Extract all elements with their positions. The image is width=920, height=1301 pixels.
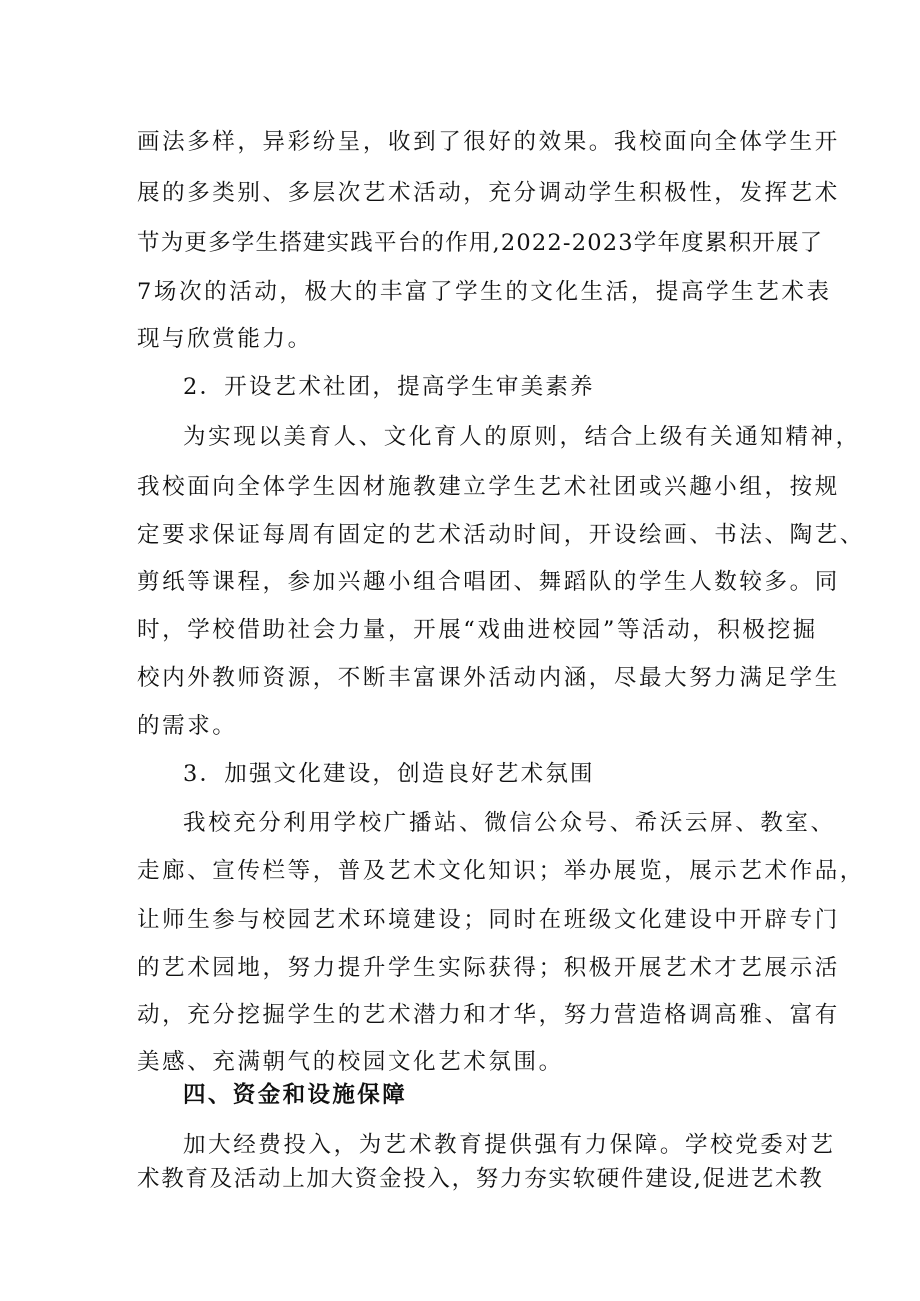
subheading-culture-building: 3．加强文化建设，创造良好艺术氛围 — [183, 761, 595, 787]
paragraph-line: 7场次的活动，极大的丰富了学生的文化生活，提高学生艺术表 — [137, 279, 832, 305]
paragraph-line: 时，学校借助社会力量，开展“戏曲进校园”等活动，积极挖掘 — [137, 617, 818, 643]
paragraph-line: 让师生参与校园艺术环境建设；同时在班级文化建设中开辟专门 — [137, 907, 840, 933]
paragraph-line: 展的多类别、多层次艺术活动，充分调动学生积极性，发挥艺术 — [137, 180, 840, 206]
paragraph-line: 的需求。 — [137, 713, 238, 739]
paragraph-line: 剪纸等课程，参加兴趣小组合唱团、舞蹈队的学生人数较多。同 — [137, 569, 840, 595]
subheading-arts-clubs: 2．开设艺术社团，提高学生审美素养 — [183, 374, 595, 400]
paragraph-line: 现与欣赏能力。 — [137, 326, 313, 352]
paragraph-line: 画法多样，异彩纷呈，收到了很好的效果。我校面向全体学生开 — [137, 129, 840, 155]
section-heading-funding: 四、资金和设施保障 — [183, 1082, 408, 1108]
paragraph-line: 定要求保证每周有固定的艺术活动时间，开设绘画、书法、陶艺、 — [137, 522, 865, 548]
paragraph-line: 我校充分利用学校广播站、微信公众号、希沃云屏、教室、 — [183, 810, 836, 836]
paragraph-line: 的艺术园地，努力提升学生实际获得；积极开展艺术才艺展示活 — [137, 955, 840, 981]
paragraph-line: 美感、充满朝气的校园文化艺术氛围。 — [137, 1049, 564, 1075]
paragraph-line: 校内外教师资源，不断丰富课外活动内涵，尽最大努力满足学生 — [137, 665, 840, 691]
paragraph-line: 节为更多学生搭建实践平台的作用,2022-2023学年度累积开展了 — [137, 230, 824, 256]
paragraph-line: 术教育及活动上加大资金投入，努力夯实软硬件建设,促进艺术教 — [137, 1166, 824, 1192]
paragraph-line: 为实现以美育人、文化育人的原则，结合上级有关通知精神， — [183, 424, 861, 450]
paragraph-line: 动，充分挖掘学生的艺术潜力和才华，努力营造格调高雅、富有 — [137, 1002, 840, 1028]
paragraph-line: 我校面向全体学生因材施教建立学生艺术社团或兴趣小组，按规 — [137, 474, 840, 500]
paragraph-line: 走廊、宣传栏等，普及艺术文化知识；举办展览，展示艺术作品， — [137, 858, 865, 884]
paragraph-line: 加大经费投入，为艺术教育提供强有力保障。学校党委对艺 — [183, 1132, 836, 1158]
